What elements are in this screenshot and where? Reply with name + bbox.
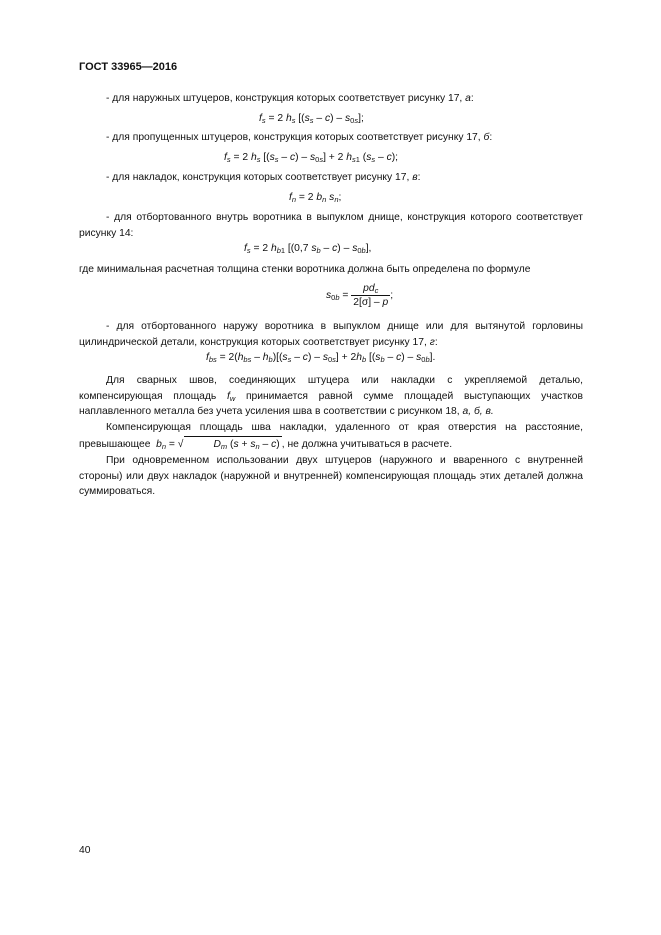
paragraph-pads: - для накладок, конструкция которых соответствует рисунку 17, в: [106,172,421,183]
document-code: ГОСТ 33965—2016 [79,61,178,73]
page-number: 40 [79,845,91,856]
formula-fbs: $f_{bs} = 2(h_{bs} - h_b)[(s_s - c) - s_{0s}] + 2h_b$ $[(s_b - c) - s_{0b}]$. [206,352,436,364]
formula-fn: $f_n = 2$ $b_n$ $s_n$; [289,192,342,204]
formula-s0b: $s_{0b}$ = $\frac{pd_c}{2[\sigma] - p}$ ; [326,283,394,308]
paragraph-inward-collar: - для отбортованного внутрь воротника в выпуклом днище, конструкция которого соответствует рисунку 14: [79,212,583,239]
formula-fs-external: $f_s = 2$ $h_s$ $[(s_s - c) - s_{0s}]$; [259,113,364,125]
formula-fs-collar: $f_s = 2$ $h_{b1}$ [(0,7 $s_b - c) - s_{0b}$], [244,243,372,255]
formula-fs-passed: $f_s = 2$ $h_s$ $[(s_s - c) - s_{0s}] + 2$ $h_{s1}$ $(s_s - c)$; [224,152,399,164]
paragraph-two-nozzles: При одновременном использовании двух штуцеров (наружного и вваренного с внутренней стороны) или двух накладок (наружной и внутренней) компенсирующая площадь этих деталей должна суммироваться. [79,455,583,498]
paragraph-outward-collar: - для отбортованного наружу воротника в выпуклом днище или для вытянутой горловины цилиндрической детали, конструкция которых соответствует рисунку 17, г: [79,321,583,348]
paragraph-passed-nozzles: - для пропущенных штуцеров, конструкция которых соответствует рисунку 17, б: [106,132,493,143]
paragraph-pad-weld: Компенсирующая площадь шва накладки, удаленного от края отверстия на расстояние, превышающее $b_n$ = √ $D_m$ $(s + s_n - c)$ , не должна учитываться в расчете. [79,422,583,451]
paragraph-external-nozzles: - для наружных штуцеров, конструкция которых соответствует рисунку 17, а: [106,93,474,104]
paragraph-where-min-thickness: где минимальная расчетная толщина стенки воротника должна быть определена по формуле [79,264,531,275]
paragraph-weld-area: Для сварных швов, соединяющих штуцера или накладки с укрепляемой деталью, компенсирующая площадь $f_w$ принимается равной сумме площадей выступающих участков наплавленного металла без учета усиления шва в соответствии с рисунком 18, а, б, в. [79,375,583,418]
formula-bn-sqrt: $b_n$ = √ $D_m$ $(s + s_n - c)$ [156,439,282,450]
